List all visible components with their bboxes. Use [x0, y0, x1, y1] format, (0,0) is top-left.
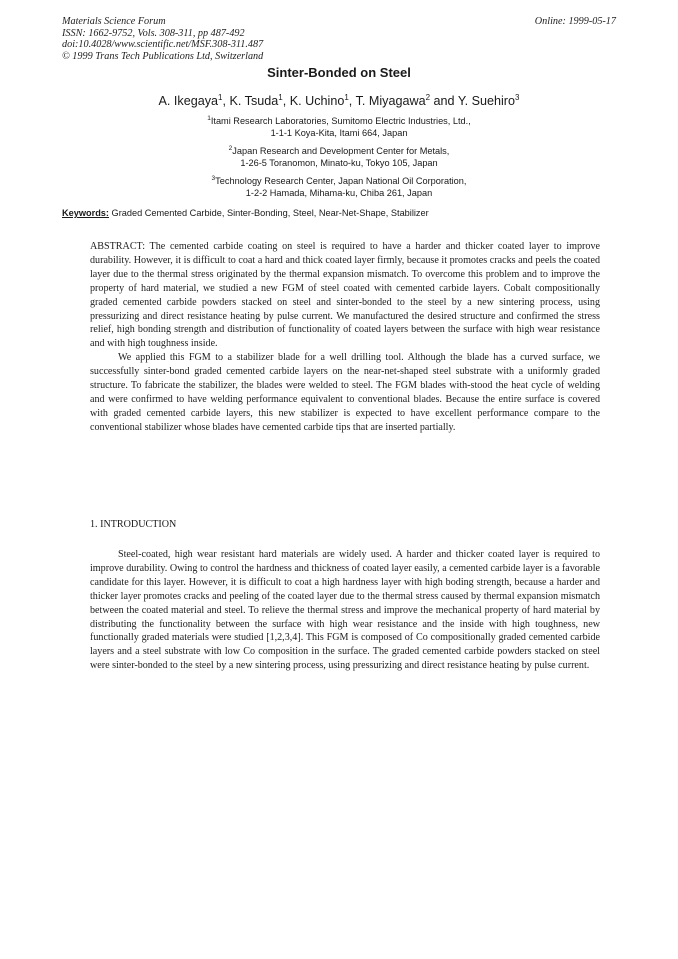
author-sep: , [222, 94, 230, 109]
author-list [0, 93, 678, 108]
introduction [90, 548, 600, 673]
author-2: K. Tsuda [229, 94, 279, 109]
abstract [90, 240, 600, 435]
author-4-aff: 2 [425, 93, 431, 102]
abstract-paragraph-1: ABSTRACT: The cemented carbide coating on steel is required to have a harder and thicker coated layer to improve durability. However, it is difficult to coat a hard and thick coated layer firmly, because it promotes cracks and peels the coated layer due to the thermal stress originated by the thermal expansion mismatch. To overcome this problem and to improve the property of hard material, we studied a new FGM of steel coated with cemented carbide layers. Cobalt compositionally graded cemented carbide powders stacked on steel and sinter-bonded to the steel by a new sintering process, using pressurizing and direct resistance heating by pulse current. We manufactured the desired structure and confirmed the stress relief, high bonding strength and distribution of functionality of coated layers between the surface with high wear resistance and with high toughness inside. [90, 241, 600, 350]
author-2-aff: 1 [278, 93, 283, 102]
affiliation-2-line2: 1-26-5 Toranomon, Minato-ku, Tokyo 105, Japan [240, 157, 438, 168]
author-sep: and [430, 94, 458, 109]
author-sep: , [348, 94, 356, 109]
affiliation-3-line2: 1-2-2 Hamada, Mihama-ku, Chiba 261, Japan [245, 187, 433, 198]
keywords-line [62, 208, 622, 218]
affiliation-1-line2: 1-1-1 Koya-Kita, Itami 664, Japan [270, 127, 408, 138]
author-5: Y. Suehiro [457, 94, 516, 109]
author-sep: , [282, 94, 290, 109]
journal-name: Materials Science Forum [62, 16, 166, 27]
affiliation-2 [0, 143, 678, 169]
doi-link[interactable]: doi:10.4028/www.scientific.net/MSF.308-311.487 [62, 39, 264, 51]
author-1-aff: 1 [218, 93, 223, 102]
affiliation-3-line1: Technology Research Center, Japan National Oil Corporation, [215, 176, 467, 187]
introduction-paragraph-1: Steel-coated, high wear resistant hard materials are widely used. A harder and thicker coated layer is required to improve durability. Owing to control the hardness and thickness of coated layer easily, a cemented carbide layer is a favorable candidate for this layer. However, it is difficult to coat a high hardness layer with high boding strength, because a harder and thicker layer promotes cracks and peeling of the coated layer due to the thermal stress caused by thermal expansion mismatch between the coated material and steel. To relieve the thermal stress and improve the mechanical property of hard material by distributing the functionality between the surface with high wear resistance and the inside with high toughness, new functionally graded materials were studied [1,2,3,4]. This FGM is composed of Co compositionally graded cemented carbide layers and a steel substrate with low Co composition in the surface. The graded cemented carbide powders stacked on steel were sinter-bonded to the steel by a new sintering process, using pressurizing and direct resistance heating by pulse current. [90, 549, 600, 672]
affiliation-1 [0, 113, 678, 139]
author-4: T. Miyagawa [355, 94, 426, 109]
keywords-text: Graded Cemented Carbide, Sinter-Bonding, Steel, Near-Net-Shape, Stabilizer [111, 208, 429, 218]
keywords-label: Keywords: [62, 208, 109, 218]
copyright-line: © 1999 Trans Tech Publications Ltd, Switzerland [62, 50, 264, 62]
publication-meta [62, 16, 263, 62]
affiliation-3-num: 3 [211, 175, 216, 182]
author-3: K. Uchino [289, 94, 345, 109]
affiliation-2-num: 2 [228, 145, 233, 152]
issn-line: ISSN: 1662-9752, Vols. 308-311, pp 487-492 [62, 27, 245, 39]
affiliation-1-line1: Itami Research Laboratories, Sumitomo Electric Industries, Ltd., [210, 116, 471, 127]
author-5-aff: 3 [515, 93, 520, 102]
abstract-paragraph-2: We applied this FGM to a stabilizer blade for a well drilling tool. Although the blade has a curved surface, we successfully sinter-bond graded cemented carbide layers on the near-net-shaped steel substrate with a uniformly graded structure. To fabricate the stabilizer, the blades were welded to steel. The FGM blades with-stood the heat cycle of welding and were confirmed to have welding performance equivalent to conventional blades. Because the entire surface is covered with graded cemented carbide layers, this new stabilizer is expected to have excellent performance compare to the conventional stabilizer whose blades have cemented carbide tips that are inserted partially. [90, 352, 600, 433]
online-date: Online: 1999-05-17 [534, 16, 616, 27]
section-heading-introduction: 1. INTRODUCTION [90, 519, 177, 530]
author-1: A. Ikegaya [158, 94, 219, 109]
affiliation-2-line1: Japan Research and Development Center for Metals, [232, 146, 450, 157]
affiliation-1-num: 1 [207, 115, 211, 122]
affiliation-3 [0, 173, 678, 199]
paper-title: Sinter-Bonded on Steel [267, 65, 411, 80]
author-3-aff: 1 [344, 93, 349, 102]
